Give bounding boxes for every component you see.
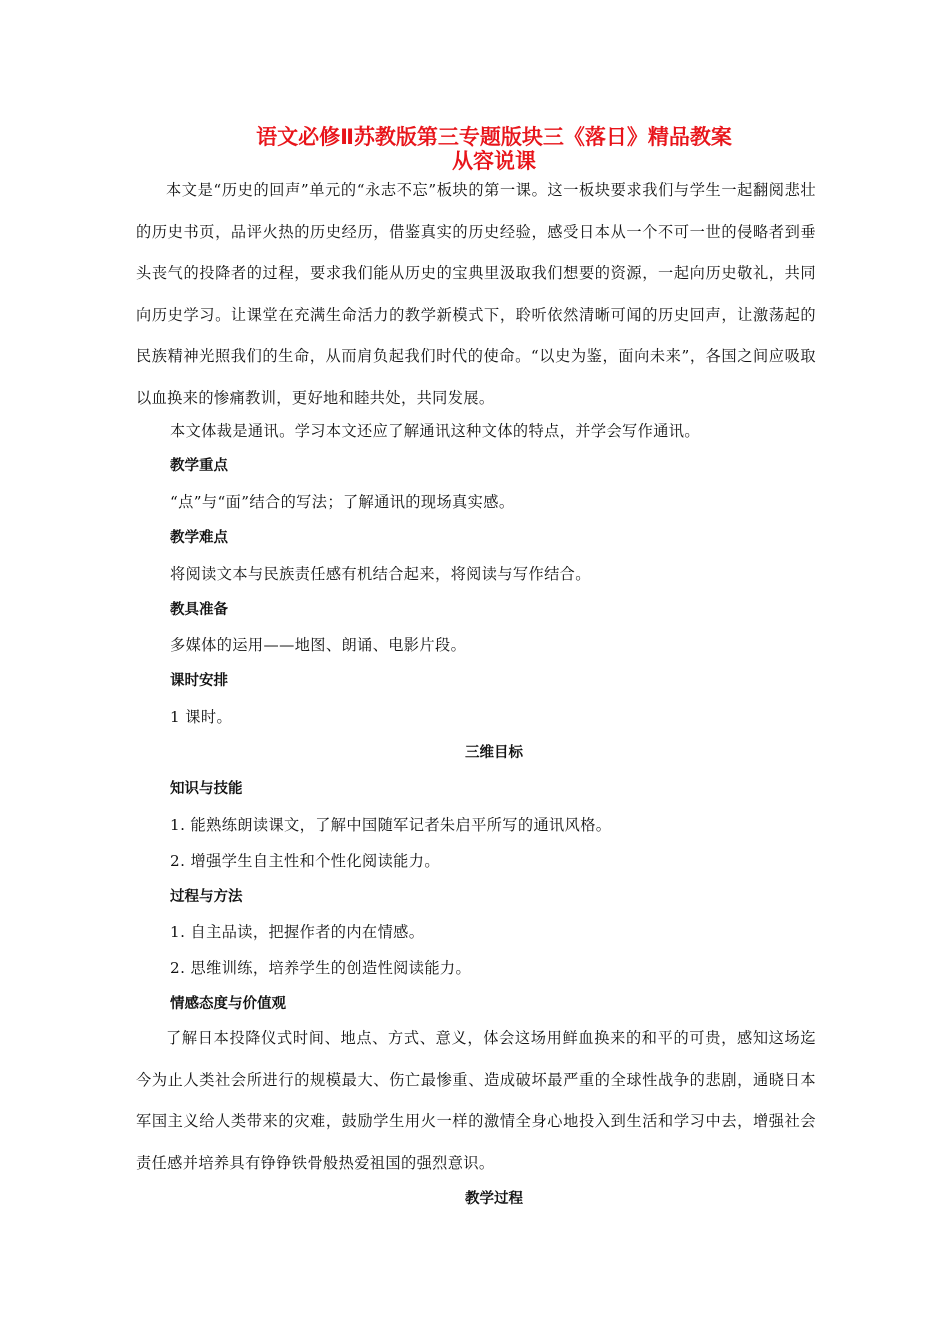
- knowledge-item-2: 2. 增强学生自主性和个性化阅读能力。: [170, 852, 440, 870]
- values-heading: 情感态度与价值观: [170, 996, 286, 1012]
- difficulties-heading: 教学难点: [170, 530, 228, 546]
- tools-text: 多媒体的运用——地图、朗诵、电影片段。: [170, 636, 467, 654]
- knowledge-item-1: 1. 能熟练朗读课文，了解中国随军记者朱启平所写的通讯风格。: [170, 816, 612, 834]
- genre-line: 本文体裁是通讯。学习本文还应了解通讯这种文体的特点，并学会写作通讯。: [170, 422, 700, 440]
- process-heading: 过程与方法: [170, 889, 243, 905]
- objectives-heading: 三维目标: [465, 745, 523, 761]
- values-paragraph: 了解日本投降仪式时间、地点、方式、意义，体会这场用鲜血换来的和平的可贵，感知这场迄今为止人类社会所进行的规模最大、伤亡最惨重、造成破坏最严重的全球性战争的悲剧，通晓日本军国主义给人类带来的灾难，鼓励学生用火一样的激情全身心地投入到生活和学习中去，增强社会责任感并培养具有铮铮铁骨般热爱祖国的强烈意识。: [136, 1029, 816, 1172]
- schedule-text: 1 课时。: [170, 708, 233, 726]
- document-title: 语文必修Ⅱ苏教版第三专题版块三《落日》精品教案: [256, 125, 732, 149]
- teaching-process-heading: 教学过程: [465, 1191, 523, 1207]
- difficulties-text: 将阅读文本与民族责任感有机结合起来，将阅读与写作结合。: [170, 565, 591, 583]
- knowledge-heading: 知识与技能: [170, 781, 243, 797]
- schedule-heading: 课时安排: [170, 673, 228, 689]
- intro-paragraph: 本文是“历史的回声”单元的“永志不忘”板块的第一课。这一板块要求我们与学生一起翻阅悲壮的历史书页，品评火热的历史经历，借鉴真实的历史经验，感受日本从一个不可一世的侵略者到垂头丧气的投降者的过程，要求我们能从历史的宝典里汲取我们想要的资源，一起向历史敬礼，共同向历史学习。让课堂在充满生命活力的教学新模式下，聆听依然清晰可闻的历史回声，让激荡起的民族精神光照我们的生命，从而肩负起我们时代的使命。“以史为鉴，面向未来”，各国之间应吸取以血换来的惨痛教训，更好地和睦共处，共同发展。: [136, 181, 816, 407]
- key-points-text: “点”与“面”结合的写法；了解通讯的现场真实感。: [170, 493, 515, 511]
- tools-heading: 教具准备: [170, 602, 228, 618]
- process-item-2: 2. 思维训练，培养学生的创造性阅读能力。: [170, 959, 472, 977]
- key-points-heading: 教学重点: [170, 458, 228, 474]
- document-subtitle: 从容说课: [452, 149, 536, 173]
- process-item-1: 1. 自主品读，把握作者的内在情感。: [170, 923, 425, 941]
